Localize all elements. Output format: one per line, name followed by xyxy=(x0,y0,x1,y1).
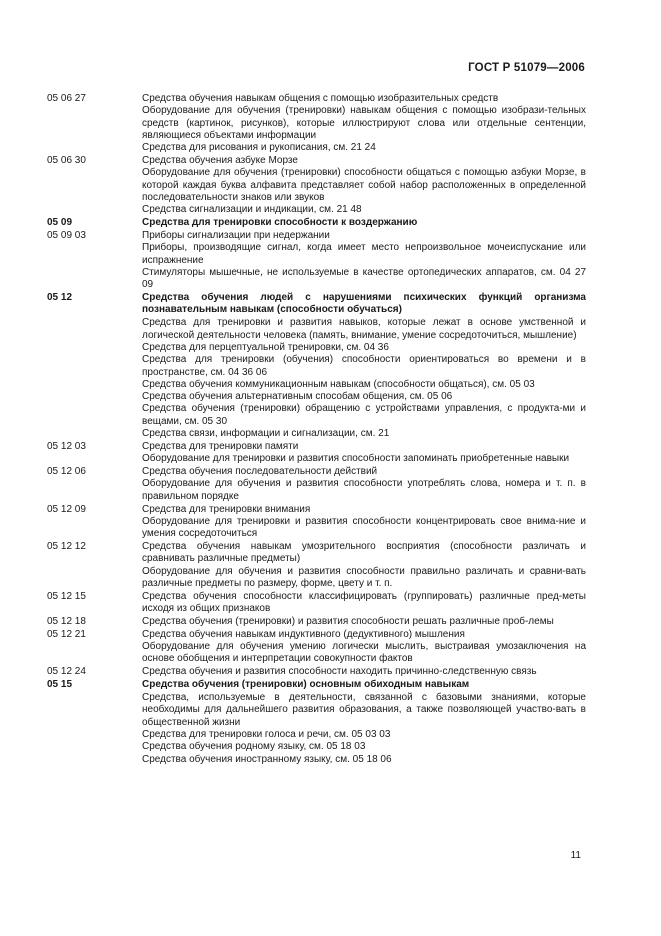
entry-text xyxy=(142,666,586,678)
entry-code: 05 12 09 xyxy=(47,503,86,515)
entry-text xyxy=(142,504,586,541)
classification-entry xyxy=(47,441,586,466)
entry-title: Средства обучения людей с нарушениями психических функций организма познавательным навыкам (способности обучаться) xyxy=(142,292,586,316)
entry-code: 05 12 24 xyxy=(47,666,86,678)
classification-list xyxy=(47,93,586,767)
entry-description: Средства обучения коммуникационным навыкам (способности общаться), см. 05 03 xyxy=(142,378,535,390)
entry-title: Средства обучения последовательности действий xyxy=(142,466,378,478)
entry-description: Средства обучения (тренировки) обращению с устройствами управления, с продукта-ми и вещами, см. 05 30 xyxy=(142,403,586,427)
entry-title: Средства обучения азбуке Морзе xyxy=(142,155,298,167)
entry-code xyxy=(47,317,142,440)
entry-text xyxy=(142,155,586,216)
entry-description: Стимуляторы мышечные, не используемые в качестве ортопедических аппаратов, см. 04 27 09 xyxy=(142,266,586,291)
entry-title: Средства обучения навыкам индуктивного (дедуктивного) мышления xyxy=(142,628,465,640)
classification-entry xyxy=(47,616,586,628)
entry-title: Средства обучения и развития способности находить причинно-следственную связь xyxy=(142,666,537,678)
entry-title: Средства обучения навыкам общения с помощью изобразительных средств xyxy=(142,93,499,104)
entry-description: Оборудование для обучения (тренировки) способности общаться с помощью азбуки Морзе, в которой каждая буква алфавита представляет собой набор расположенных в определенной последовательности знаков или звуков xyxy=(142,167,586,203)
classification-entry xyxy=(47,292,586,317)
entry-description: Средства сигнализации и индикации, см. 21 48 xyxy=(142,204,362,216)
classification-entry xyxy=(47,666,586,678)
entry-title: Средства для тренировки памяти xyxy=(142,440,299,452)
entry-title: Приборы сигнализации при недержании xyxy=(142,230,330,242)
entry-text xyxy=(142,441,586,466)
entry-code: 05 06 27 xyxy=(47,93,86,104)
entry-code: 05 15 xyxy=(47,679,73,691)
entry-code: 05 12 21 xyxy=(47,628,86,640)
entry-code: 05 12 12 xyxy=(47,541,86,553)
page-number: 11 xyxy=(570,850,581,861)
entry-title: Средства обучения (тренировки) и развития способности решать различные проб-лемы xyxy=(142,616,554,627)
entry-title: Средства для тренировки внимания xyxy=(142,503,311,515)
entry-description: Средства для тренировки (обучения) способности ориентироваться во времени и в пространстве, см. 04 36 06 xyxy=(142,354,586,378)
entry-title: Средства для тренировки и развития навыков, которые лежат в основе умственной и логической деятельности человека (память, внимание, умение сосредоточиться, мышление) xyxy=(142,317,586,341)
classification-entry xyxy=(47,230,586,291)
entry-description: Оборудование для обучения (тренировки) навыкам общения с помощью изобрази-тельных средств (картинок, рисунков), которые иллюстрируют слова или отдельные сентенции, являющиеся объектами информации xyxy=(142,105,586,141)
classification-entry xyxy=(47,466,586,503)
entry-title: Средства обучения способности классифицировать (группировать) различные пред-меты исходя из общих признаков xyxy=(142,590,586,615)
entry-text xyxy=(142,679,586,691)
classification-entry xyxy=(47,217,586,229)
entry-description: Оборудование для тренировки и развития способности запоминать приобретенные навыки xyxy=(142,453,570,465)
entry-description: Средства связи, информации и сигнализации, см. 21 xyxy=(142,427,390,439)
entry-text xyxy=(142,230,586,291)
entry-text xyxy=(142,317,586,440)
classification-entry xyxy=(47,591,586,616)
entry-description: Оборудование для тренировки и развития способности концентрировать свое внима-ние и умения сосредоточиться xyxy=(142,515,586,540)
entry-text xyxy=(142,629,586,666)
entry-description: Средства для перцептуальной тренировки, см. 04 36 xyxy=(142,341,389,353)
entry-description: Средства для рисования и рукописания, см. 21 24 xyxy=(142,142,376,154)
entry-description: Оборудование для обучения умению логически мыслить, выстраивая умозаключения на основе обобщения и интерпретации совокупности фактов xyxy=(142,641,586,665)
entry-description: Средства обучения иностранному языку, см. 05 18 06 xyxy=(142,753,392,765)
classification-entry xyxy=(47,629,586,666)
entry-code: 05 09 xyxy=(47,217,73,229)
entry-text xyxy=(142,292,586,317)
entry-description: Оборудование для обучения и развития способности употреблять слова, номера и т. п. в правильном порядке xyxy=(142,478,586,502)
classification-entry xyxy=(47,541,586,590)
classification-entry xyxy=(47,692,586,766)
entry-title: Средства для тренировки способности к воздержанию xyxy=(142,217,418,229)
classification-entry xyxy=(47,679,586,691)
entry-description: Средства для тренировки голоса и речи, см. 05 03 03 xyxy=(142,729,391,741)
entry-text xyxy=(142,591,586,616)
entry-text xyxy=(142,217,586,229)
classification-entry xyxy=(47,317,586,440)
entry-code: 05 09 03 xyxy=(47,230,86,242)
entry-description: Приборы, производящие сигнал, когда имеет место непроизвольное мочеиспускание или испражнение xyxy=(142,242,586,266)
classification-entry xyxy=(47,93,586,154)
entry-title: Средства обучения навыкам умозрительного восприятия (способности различать и сравнивать различные предметы) xyxy=(142,541,586,565)
entry-title: Средства, используемые в деятельности, связанной с базовыми знаниями, которые необходимы для дальнейшего развития образования, а также позволяющей участво-вать в общественной жизни xyxy=(142,692,586,728)
entry-description: Оборудование для обучения и развития способности правильно различать и сравни-вать различные предметы по размеру, форме, цвету и т. п. xyxy=(142,565,586,589)
entry-text xyxy=(142,692,586,766)
classification-entry xyxy=(47,504,586,541)
document-header: ГОСТ Р 51079—2006 xyxy=(468,62,585,74)
entry-description: Средства обучения альтернативным способам общения, см. 05 06 xyxy=(142,391,453,403)
entry-code: 05 12 xyxy=(47,292,73,304)
entry-text xyxy=(142,616,586,628)
entry-text xyxy=(142,541,586,590)
entry-code: 05 12 03 xyxy=(47,440,86,452)
classification-entry xyxy=(47,155,586,216)
entry-code: 05 12 15 xyxy=(47,590,86,602)
entry-description: Средства обучения родному языку, см. 05 18 03 xyxy=(142,741,366,753)
entry-text xyxy=(142,466,586,503)
entry-text xyxy=(142,93,586,154)
entry-title: Средства обучения (тренировки) основным обиходным навыкам xyxy=(142,679,470,691)
entry-code xyxy=(47,692,142,766)
entry-code: 05 12 06 xyxy=(47,466,86,478)
entry-code: 05 06 30 xyxy=(47,155,86,167)
entry-code: 05 12 18 xyxy=(47,616,86,627)
